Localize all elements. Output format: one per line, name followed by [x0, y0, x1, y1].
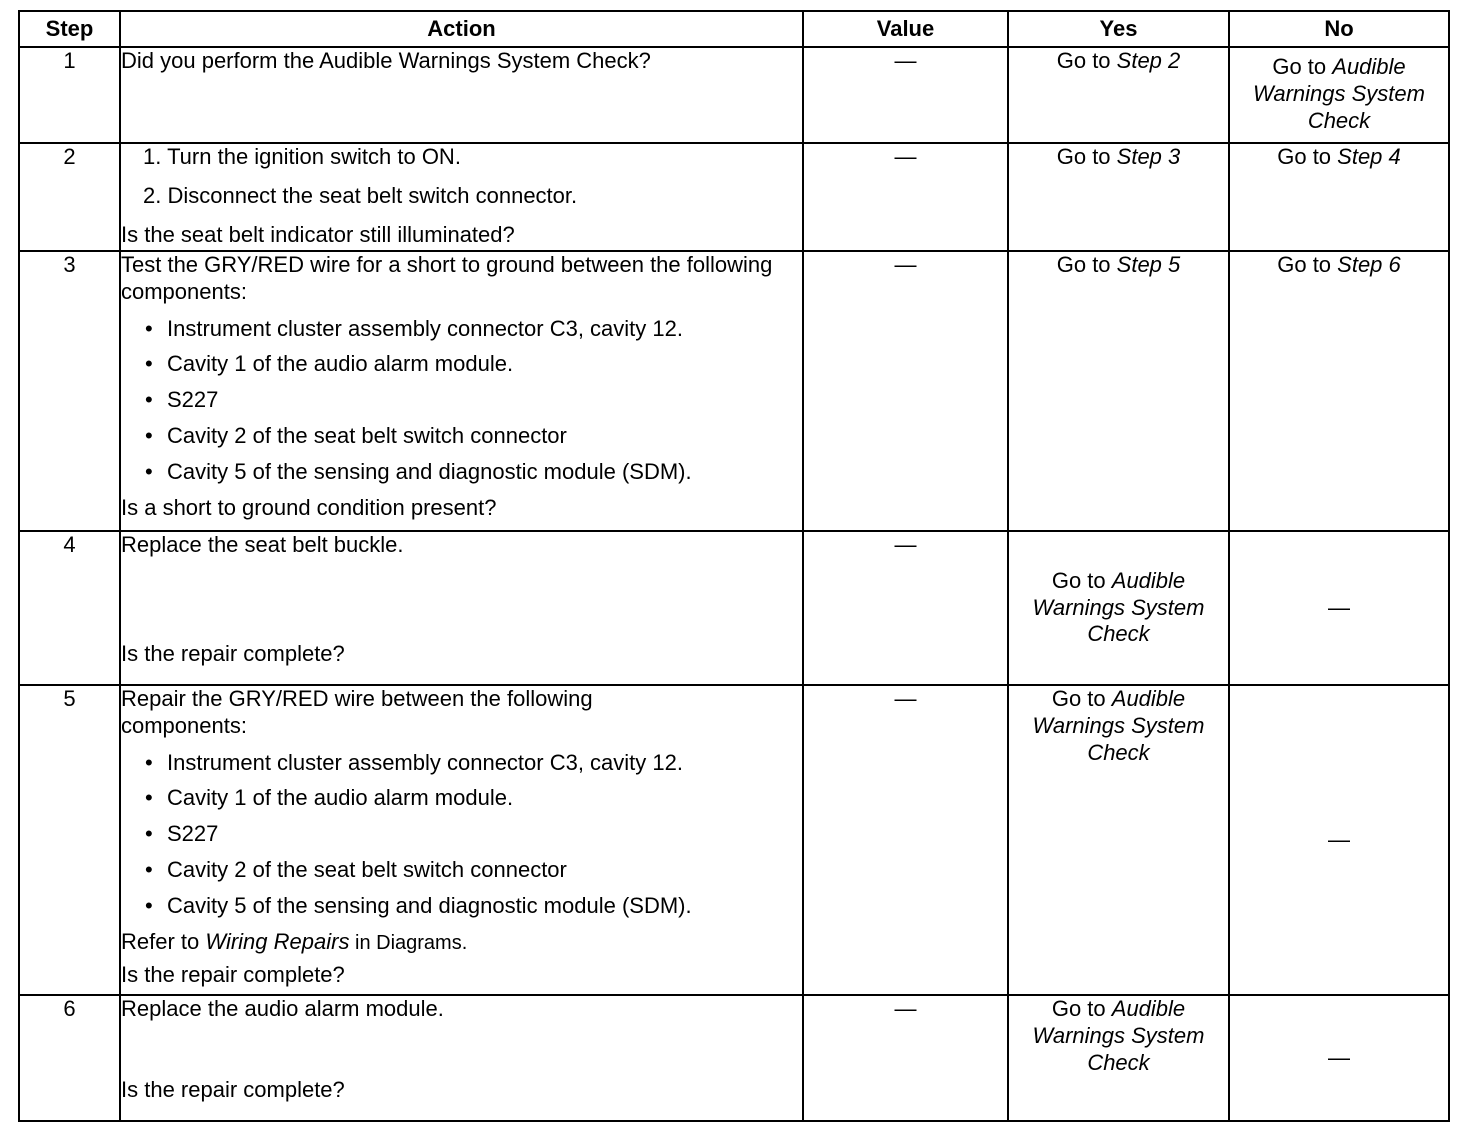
- no-cell: [1229, 685, 1449, 995]
- step-number: 5: [19, 685, 120, 995]
- no-prefix: Go to: [1277, 252, 1338, 277]
- yes-cell[interactable]: [1008, 251, 1229, 531]
- action-cell: [120, 47, 803, 143]
- no-prefix: Go to: [1277, 144, 1338, 169]
- no-dash: —: [1328, 1044, 1350, 1070]
- step-number: 3: [19, 251, 120, 531]
- yes-prefix: Go to: [1051, 996, 1112, 1021]
- action-text: Did you perform the Audible Warnings System Check?: [121, 48, 651, 73]
- table-row: [19, 47, 1449, 143]
- yes-prefix: Go to: [1051, 567, 1112, 593]
- value-cell: [803, 251, 1008, 531]
- table-row: [19, 143, 1449, 251]
- table-row: [19, 531, 1449, 685]
- yes-prefix: Go to: [1056, 252, 1117, 277]
- action-question: Is the repair complete?: [121, 640, 345, 666]
- table-row: [19, 685, 1449, 995]
- header-action: Action: [120, 11, 803, 47]
- no-cell: [1229, 531, 1449, 685]
- bullet-item: • Cavity 5 of the sensing and diagnostic module (SDM).: [121, 459, 802, 486]
- action-cell: [120, 251, 803, 531]
- value-cell: [803, 531, 1008, 685]
- bullet-item: • Cavity 1 of the audio alarm module.: [121, 785, 802, 812]
- action-cell: [120, 531, 803, 685]
- bullet-item: • S227: [121, 387, 802, 414]
- action-text: Test the GRY/RED wire for a short to ground between the following components:: [121, 252, 773, 304]
- bullet-item: • S227: [121, 821, 802, 848]
- no-link[interactable]: Audible Warnings System Check: [1253, 54, 1425, 133]
- bullet-item: • Cavity 2 of the seat belt switch connector: [121, 423, 802, 450]
- refer-line: [121, 929, 802, 956]
- yes-link[interactable]: Audible Warnings System Check: [1032, 686, 1205, 765]
- yes-link[interactable]: Audible Warnings System Check: [1032, 996, 1205, 1075]
- value-cell: [803, 143, 1008, 251]
- yes-cell[interactable]: [1008, 531, 1229, 685]
- header-step: Step: [19, 11, 120, 47]
- yes-cell[interactable]: [1008, 685, 1229, 995]
- no-link[interactable]: Step 4: [1337, 144, 1401, 169]
- action-question: Is the repair complete?: [121, 961, 345, 987]
- value-cell: [803, 47, 1008, 143]
- refer-suffix: in Diagrams.: [349, 931, 468, 954]
- action-question: Is the repair complete?: [121, 1076, 345, 1102]
- bullet-item: • Instrument cluster assembly connector C3, cavity 12.: [121, 316, 802, 343]
- step-number: 1: [19, 47, 120, 143]
- no-cell[interactable]: [1229, 47, 1449, 143]
- header-yes: Yes: [1008, 11, 1229, 47]
- yes-link[interactable]: Step 3: [1116, 144, 1181, 169]
- no-link[interactable]: Step 6: [1337, 252, 1401, 277]
- refer-prefix: Refer to: [121, 928, 206, 954]
- value-dash: —: [894, 48, 917, 73]
- yes-link[interactable]: Step 5: [1116, 252, 1181, 277]
- numbered-item: 1. Turn the ignition switch to ON.: [143, 144, 461, 169]
- action-text: Replace the audio alarm module.: [121, 996, 444, 1021]
- action-cell: [120, 143, 803, 251]
- value-dash: —: [894, 996, 917, 1021]
- header-row: [19, 11, 1449, 47]
- value-dash: —: [894, 532, 917, 557]
- step-number: 4: [19, 531, 120, 685]
- no-dash: —: [1328, 594, 1350, 620]
- bullet-item: • Cavity 2 of the seat belt switch connector: [121, 857, 802, 884]
- value-cell: [803, 685, 1008, 995]
- diagnostic-table: [18, 10, 1450, 1122]
- table-row: [19, 251, 1449, 531]
- bullet-item: • Cavity 1 of the audio alarm module.: [121, 351, 802, 378]
- step-number: 6: [19, 995, 120, 1121]
- value-dash: —: [894, 144, 917, 169]
- yes-prefix: Go to: [1056, 48, 1117, 73]
- action-cell: [120, 685, 803, 995]
- yes-prefix: Go to: [1056, 144, 1117, 169]
- numbered-item: 2. Disconnect the seat belt switch connector.: [143, 182, 578, 208]
- no-cell[interactable]: [1229, 143, 1449, 251]
- step-number: 2: [19, 143, 120, 251]
- value-cell: [803, 995, 1008, 1121]
- action-text: Replace the seat belt buckle.: [121, 532, 404, 557]
- header-no: No: [1229, 11, 1449, 47]
- yes-cell[interactable]: [1008, 47, 1229, 143]
- yes-cell[interactable]: [1008, 143, 1229, 251]
- action-question: Is a short to ground condition present?: [121, 494, 497, 520]
- yes-link[interactable]: Audible Warnings System Check: [1032, 567, 1205, 647]
- value-dash: —: [894, 252, 917, 277]
- header-value: Value: [803, 11, 1008, 47]
- no-cell: [1229, 995, 1449, 1121]
- no-prefix: Go to: [1272, 54, 1333, 79]
- action-question: Is the seat belt indicator still illuminated?: [121, 221, 515, 247]
- action-text: Repair the GRY/RED wire between the following components:: [121, 686, 593, 738]
- yes-prefix: Go to: [1051, 686, 1112, 711]
- yes-cell[interactable]: [1008, 995, 1229, 1121]
- no-dash: —: [1328, 826, 1350, 852]
- bullet-item: • Cavity 5 of the sensing and diagnostic module (SDM).: [121, 893, 802, 920]
- bullet-item: • Instrument cluster assembly connector C3, cavity 12.: [121, 750, 802, 777]
- yes-link[interactable]: Step 2: [1116, 48, 1181, 73]
- value-dash: —: [894, 686, 917, 711]
- no-cell[interactable]: [1229, 251, 1449, 531]
- refer-link[interactable]: Wiring Repairs: [205, 928, 350, 954]
- action-cell: [120, 995, 803, 1121]
- table-row: [19, 995, 1449, 1121]
